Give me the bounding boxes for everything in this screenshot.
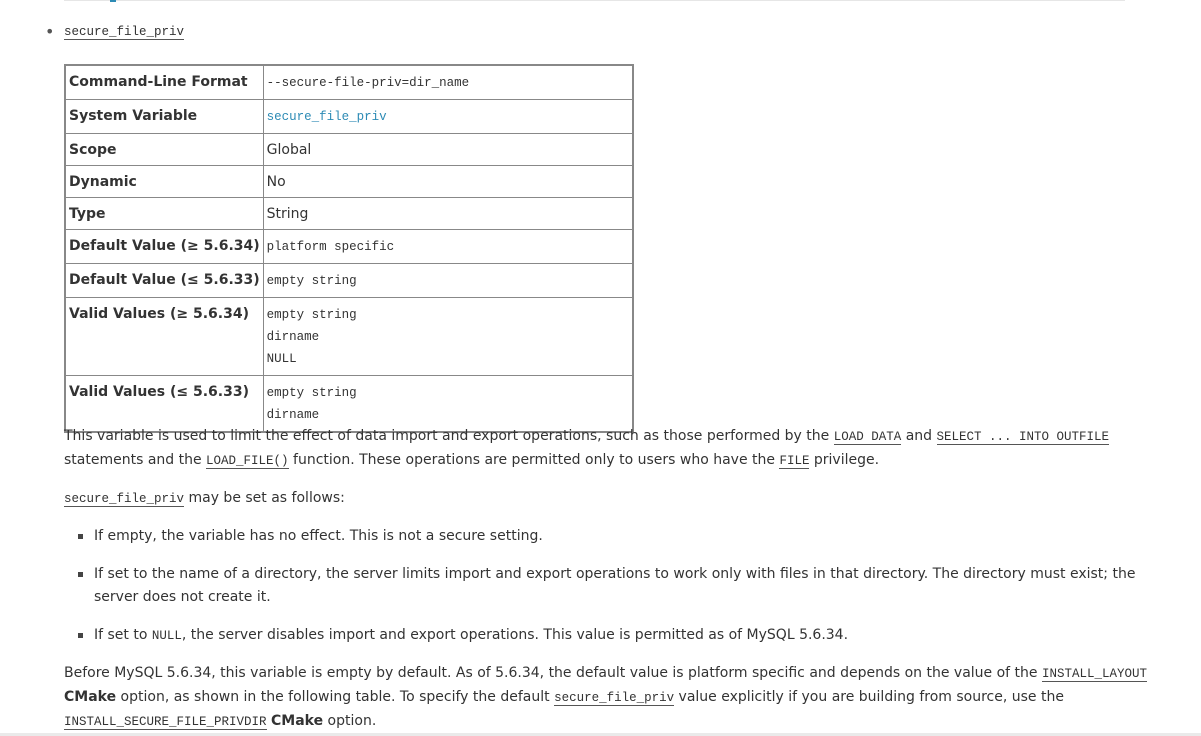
- table-row: [65, 198, 633, 230]
- list-item: If empty, the variable has no effect. This is not a secure setting.: [64, 525, 1169, 548]
- row-value: platform specific: [263, 230, 633, 264]
- variable-name-link[interactable]: secure_file_priv: [64, 25, 185, 39]
- row-value: --secure-file-priv=dir_name: [263, 65, 633, 100]
- install-secure-file-privdir-link[interactable]: INSTALL_SECURE_FILE_PRIVDIR: [64, 715, 267, 729]
- row-value: [263, 100, 633, 134]
- top-divider: [64, 0, 1125, 1]
- list-bullet: •: [45, 22, 55, 41]
- row-key: Valid Values (≤ 5.6.33): [65, 376, 263, 433]
- system-variable-link[interactable]: secure_file_priv: [266, 110, 387, 124]
- settings-list: [64, 525, 1169, 663]
- row-value: empty string dirname: [263, 376, 633, 433]
- square-bullet: [78, 572, 83, 577]
- select-into-outfile-link[interactable]: SELECT ... INTO OUTFILE: [936, 430, 1110, 444]
- default-value-paragraph: Before MySQL 5.6.34, this variable is empty by default. As of 5.6.34, the default value is platform specific and depends on the value of the INSTALL_LAYOUT CMake option, as shown in the following table. To specify the default secure_file_priv value explicitly if you are building from source, use the INSTALL_SECURE_FILE_PRIVDIR CMake option.: [64, 665, 1148, 729]
- row-key: Dynamic: [65, 166, 263, 198]
- table-row: [65, 264, 633, 298]
- null-code: NULL: [151, 629, 182, 643]
- row-key: Scope: [65, 134, 263, 166]
- row-value: No: [263, 166, 633, 198]
- square-bullet: [78, 633, 83, 638]
- description-paragraph: This variable is used to limit the effect of data import and export operations, such as those performed by the LOAD DATA and SELECT ... INTO OUTFILE statements and the LOAD_FILE() function. These operations are permitted only to users who have the FILE privilege.: [64, 428, 1110, 468]
- list-item: If set to the name of a directory, the server limits import and export operations to work only with files in that directory. The directory must exist; the server does not create it.: [64, 563, 1169, 609]
- properties-table: [64, 64, 634, 433]
- secure-file-priv-link-2[interactable]: secure_file_priv: [554, 691, 675, 705]
- table-row: [65, 100, 633, 134]
- table-row: [65, 298, 633, 376]
- row-value: empty string dirname NULL: [263, 298, 633, 376]
- load-data-link[interactable]: LOAD DATA: [833, 430, 902, 444]
- row-value: empty string: [263, 264, 633, 298]
- load-file-link[interactable]: LOAD_FILE(): [206, 454, 289, 468]
- row-value: Global: [263, 134, 633, 166]
- table-row: [65, 166, 633, 198]
- list-item: If set to NULL, the server disables import and export operations. This value is permitted as of MySQL 5.6.34.: [64, 624, 1169, 648]
- row-key: Command-Line Format: [65, 65, 263, 100]
- table-row: [65, 65, 633, 100]
- row-key: Type: [65, 198, 263, 230]
- settings-intro: secure_file_priv may be set as follows:: [64, 490, 345, 506]
- row-key: System Variable: [65, 100, 263, 134]
- secure-file-priv-link[interactable]: secure_file_priv: [64, 492, 185, 506]
- row-key: Default Value (≤ 5.6.33): [65, 264, 263, 298]
- square-bullet: [78, 534, 83, 539]
- table-row: [65, 230, 633, 264]
- cmake-label: CMake: [64, 689, 117, 705]
- row-key: Default Value (≥ 5.6.34): [65, 230, 263, 264]
- row-value: String: [263, 198, 633, 230]
- table-row: [65, 376, 633, 433]
- table-row: [65, 134, 633, 166]
- cmake-label: CMake: [271, 713, 324, 729]
- row-key: Valid Values (≥ 5.6.34): [65, 298, 263, 376]
- file-privilege-link[interactable]: FILE: [779, 454, 810, 468]
- install-layout-link[interactable]: INSTALL_LAYOUT: [1041, 667, 1148, 681]
- top-link-fragment: [110, 0, 116, 2]
